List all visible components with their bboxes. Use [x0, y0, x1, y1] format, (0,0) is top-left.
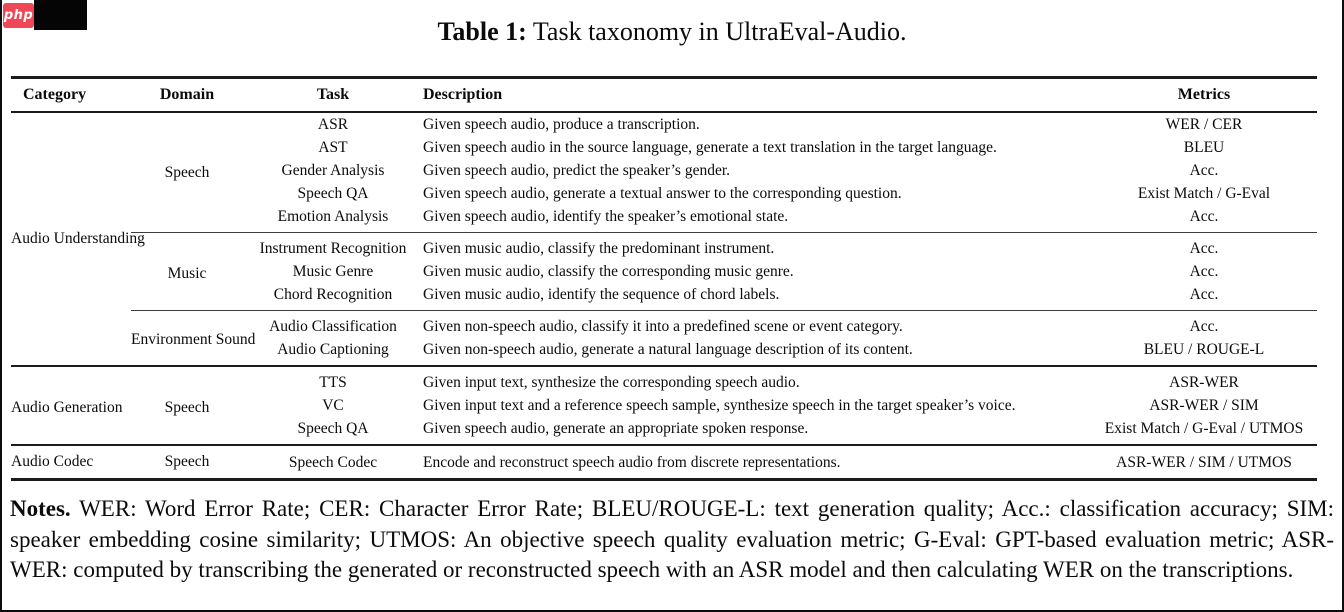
task-cell: Music Genre — [292, 263, 374, 280]
task-cell: ASR — [317, 116, 349, 133]
table-caption-label: Table 1: — [437, 17, 527, 46]
metrics-cell: Acc. — [1189, 286, 1219, 303]
notes-label: Notes. — [10, 496, 71, 521]
task-cell: VC — [322, 397, 344, 414]
task-taxonomy-table — [11, 76, 1317, 481]
task-cell: AST — [318, 139, 348, 156]
column-header-metrics: Metrics — [1091, 78, 1317, 113]
column-header-category: Category — [11, 78, 131, 113]
metrics-cell: Acc. — [1091, 233, 1317, 261]
metrics-cell: WER / CER — [1165, 116, 1243, 133]
table-caption-text: Task taxonomy in UltraEval-Audio. — [526, 17, 907, 46]
php-logo-label: php — [3, 8, 34, 23]
metrics-cell: Acc. — [1091, 311, 1317, 339]
table-row — [11, 112, 1317, 136]
metrics-cell: Exist Match / G-Eval / UTMOS — [1104, 420, 1304, 437]
column-header-domain: Domain — [131, 78, 243, 113]
header-row — [11, 78, 1317, 113]
table-row — [11, 233, 1317, 261]
metrics-cell: ASR-WER / SIM — [1149, 397, 1259, 414]
metrics-cell: Acc. — [1189, 162, 1219, 179]
description-cell: Given non-speech audio, generate a natural language description of its content. — [423, 341, 913, 358]
domain-cell: Speech — [164, 163, 210, 181]
column-header-description: Description — [423, 78, 1091, 113]
description-cell: Given speech audio in the source language, generate a text translation in the target language. — [423, 139, 997, 156]
description-cell: Given music audio, identify the sequence of chord labels. — [423, 286, 780, 303]
metrics-cell: ASR-WER / SIM / UTMOS — [1091, 445, 1317, 480]
column-header-task: Task — [243, 78, 423, 113]
task-cell: TTS — [243, 366, 423, 394]
task-cell: Speech QA — [297, 420, 369, 437]
task-cell: Audio Classification — [243, 311, 423, 339]
task-cell: Instrument Recognition — [243, 233, 423, 261]
category-cell: Audio Understanding — [11, 230, 145, 247]
domain-cell: Environment Sound — [131, 311, 243, 367]
description-cell: Given input text and a reference speech sample, synthesize speech in the target speaker’s voice. — [423, 397, 1016, 414]
description-cell: Given speech audio, generate a textual answer to the corresponding question. — [423, 185, 902, 202]
description-cell: Given speech audio, predict the speaker’s gender. — [423, 162, 731, 179]
watermark-black-box — [34, 0, 87, 30]
php-logo-badge — [3, 3, 34, 28]
metrics-cell: Acc. — [1189, 263, 1219, 280]
task-cell: Audio Captioning — [277, 341, 389, 358]
metrics-cell: ASR-WER — [1091, 366, 1317, 394]
description-cell: Given speech audio, produce a transcription. — [423, 116, 700, 133]
task-cell: Emotion Analysis — [277, 208, 389, 225]
table-row — [11, 366, 1317, 394]
notes — [10, 494, 1334, 586]
metrics-cell: Acc. — [1189, 208, 1219, 225]
description-cell: Encode and reconstruct speech audio from discrete representations. — [423, 445, 1091, 480]
domain-cell: Speech — [131, 366, 243, 445]
metrics-cell: Exist Match / G-Eval — [1137, 185, 1271, 202]
task-cell: Speech QA — [297, 185, 369, 202]
metrics-cell: BLEU / ROUGE-L — [1143, 341, 1265, 358]
task-cell: Speech Codec — [243, 445, 423, 480]
description-cell: Given speech audio, generate an appropriate spoken response. — [423, 420, 809, 437]
domain-cell: Music — [131, 233, 243, 311]
description-cell: Given non-speech audio, classify it into a predefined scene or event category. — [423, 311, 1091, 339]
category-cell: Audio Generation — [11, 366, 131, 445]
description-cell: Given speech audio, identify the speaker’s emotional state. — [423, 208, 789, 225]
description-cell: Given music audio, classify the predominant instrument. — [423, 233, 1091, 261]
metrics-cell: BLEU — [1183, 139, 1225, 156]
table-row — [11, 445, 1317, 480]
table-caption — [2, 14, 1342, 50]
task-cell: Gender Analysis — [281, 162, 385, 179]
watermark — [2, 0, 87, 31]
table-row — [11, 311, 1317, 339]
category-cell: Audio Codec — [11, 445, 131, 480]
domain-cell: Speech — [131, 445, 243, 480]
description-cell: Given input text, synthesize the corresponding speech audio. — [423, 366, 1091, 394]
task-cell: Chord Recognition — [273, 286, 393, 303]
notes-text: WER: Word Error Rate; CER: Character Error Rate; BLEU/ROUGE-L: text generation quality; Acc.: classification accuracy; SIM: speaker embedding cosine similarity; UTMOS: An objective speech quality evaluation metric; G-Eval: GPT-based evaluation metric; ASR-WER: computed by transcribing the generated or reconstructed speech with an ASR model and then calculating WER on the transcriptions. — [10, 496, 1334, 582]
description-cell: Given music audio, classify the corresponding music genre. — [423, 263, 794, 280]
